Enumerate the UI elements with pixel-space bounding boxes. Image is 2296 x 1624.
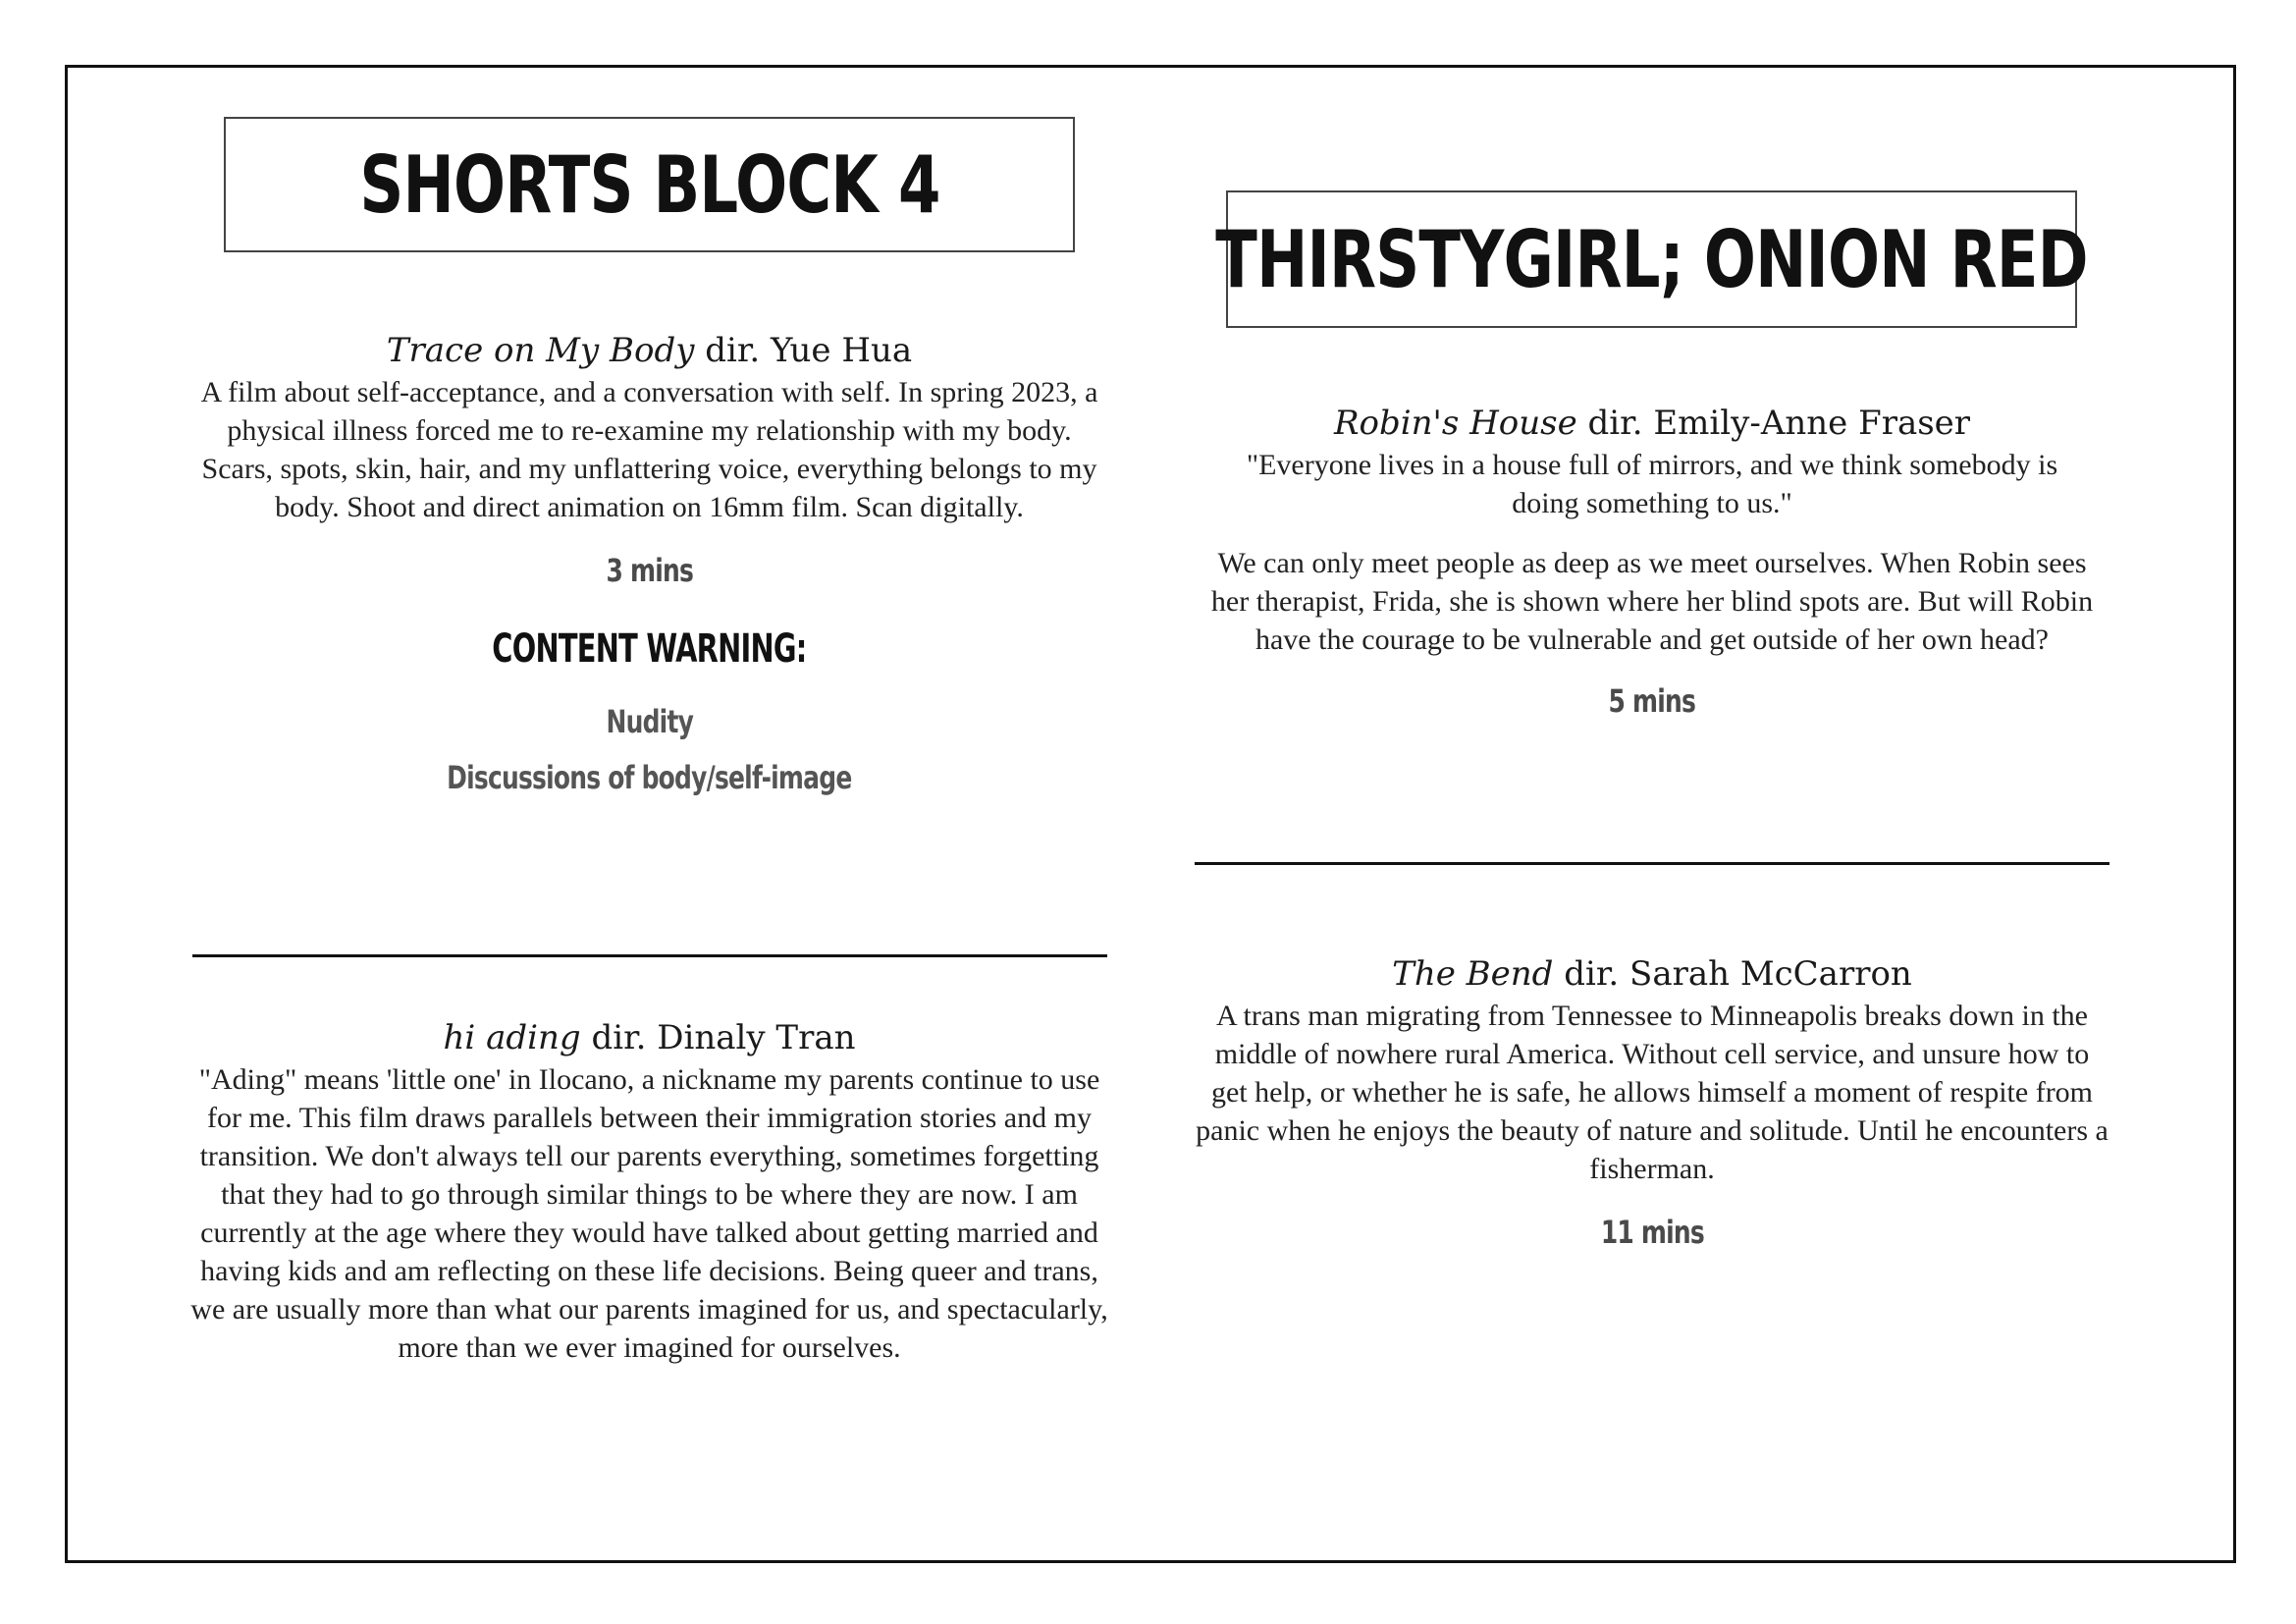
film-the-bend bbox=[1182, 951, 2122, 1251]
film-title: The Bend dir. Sarah McCarron bbox=[1392, 954, 1912, 994]
film-description: "Ading" means 'little one' in Ilocano, a nickname my parents continue to use for me. This film draws parallels between their immigration stories and my transition. We don't always tell our parents everything, sometimes forgetting that they had to go through similar things to be where they are now. I am currently at the age where they would have talked about getting married and having kids and am reflecting on these life decisions. Being queer and trans, we are usually more than what our parents imagined for us, and spectacularly, more than we ever imagined for ourselves. bbox=[190, 1063, 1108, 1364]
film-robins-house bbox=[1182, 401, 2122, 720]
film-quote: "Everyone lives in a house full of mirrors, and we think somebody is doing something to us." bbox=[1246, 449, 2058, 519]
content-warning-item: Discussions of body/self-image bbox=[447, 759, 852, 796]
film-description: We can only meet people as deep as we meet ourselves. When Robin sees her therapist, Frida, she is shown where her blind spots are. But will Robin have the courage to be vulnerable and get outside of her own head? bbox=[1210, 547, 2094, 656]
film-hi-ading bbox=[177, 1015, 1122, 1367]
right-divider bbox=[1195, 862, 2109, 865]
content-warning-item: Nudity bbox=[606, 703, 693, 740]
left-banner-title: SHORTS BLOCK 4 bbox=[358, 138, 940, 231]
left-divider bbox=[192, 954, 1107, 957]
film-runtime: 3 mins bbox=[606, 552, 693, 589]
film-runtime: 11 mins bbox=[1600, 1214, 1704, 1251]
film-description: A film about self-acceptance, and a conversation with self. In spring 2023, a physical illness forced me to re-examine my relationship with my body. Scars, spots, skin, hair, and my unflattering voice, everything belongs to my body. Shoot and direct animation on 16mm film. Scan digitally. bbox=[200, 376, 1098, 523]
film-title: Robin's House dir. Emily-Anne Fraser bbox=[1333, 404, 1971, 443]
film-title: Trace on My Body dir. Yue Hua bbox=[386, 331, 913, 370]
film-description: A trans man migrating from Tennessee to Minneapolis breaks down in the middle of nowhere rural America. Without cell service, and unsure how to get help, or whether he is safe, he allows himself a moment of respite from panic when he enjoys the beauty of nature and solitude. Until he encounters a fisherman. bbox=[1196, 1000, 2109, 1185]
film-trace-on-my-body bbox=[177, 328, 1122, 809]
right-banner-title: THIRSTYGIRL; ONION RED bbox=[1215, 213, 2088, 305]
left-banner bbox=[224, 117, 1075, 252]
film-title: hi ading dir. Dinaly Tran bbox=[443, 1018, 856, 1057]
content-warning-heading: CONTENT WARNING: bbox=[492, 626, 807, 672]
right-banner bbox=[1215, 190, 2088, 328]
film-runtime: 5 mins bbox=[1608, 682, 1696, 720]
